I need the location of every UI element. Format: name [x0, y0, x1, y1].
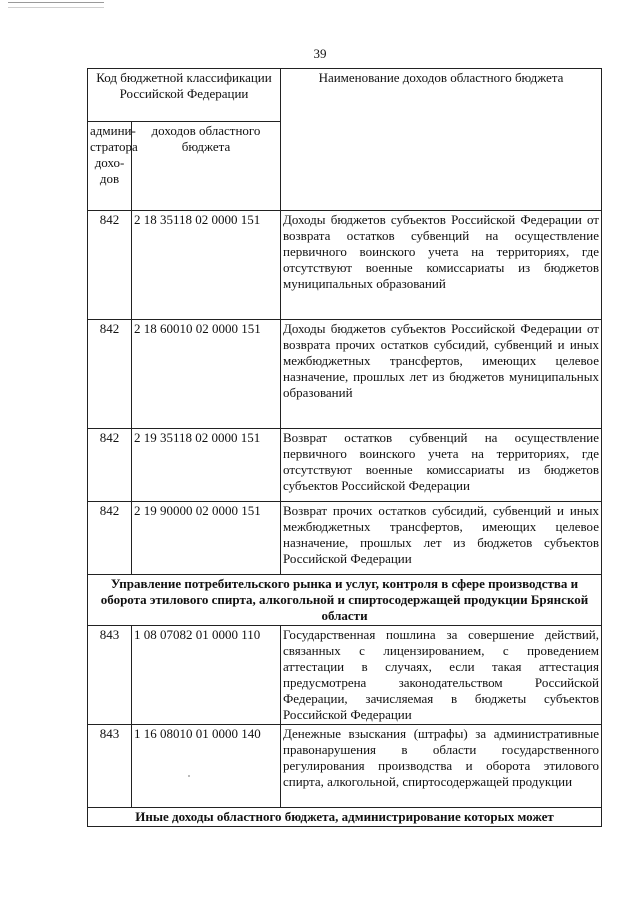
admin-code-cell: 842 — [88, 429, 132, 502]
income-name-cell: Денежные взыскания (штрафы) за административные правонарушения в области государственного регулирования производства и оборота этилового спирта, алкогольной, спиртосодержащей продукции — [281, 725, 602, 808]
income-code-cell: 2 19 90000 02 0000 151 — [132, 502, 281, 575]
income-code-cell: 1 16 08010 01 0000 140 — [132, 725, 281, 808]
header-name-column: Наименование доходов областного бюджета — [281, 69, 602, 211]
table-row — [88, 626, 602, 725]
admin-code-cell: 843 — [88, 725, 132, 808]
table-row — [88, 502, 602, 575]
income-code-cell: 2 19 35118 02 0000 151 — [132, 429, 281, 502]
table-row — [88, 320, 602, 429]
table-row — [88, 725, 602, 808]
table-row — [88, 429, 602, 502]
income-name-cell: Доходы бюджетов субъектов Российской Федерации от возврата прочих остатков субсидий, субвенций и иных межбюджетных трансфертов, имеющих целевое назначение, прошлых лет из бюджетов муниципальных образований — [281, 320, 602, 429]
admin-code-cell: 842 — [88, 211, 132, 320]
income-code-cell: 2 18 60010 02 0000 151 — [132, 320, 281, 429]
header-group-title: Код бюджетной классификации Российской Федерации — [88, 69, 281, 122]
section-title: Иные доходы областного бюджета, администрирование которых может — [88, 808, 602, 827]
section-header-row — [88, 575, 602, 626]
income-name-cell: Возврат прочих остатков субсидий, субвенций и иных межбюджетных трансфертов, имеющих целевое назначение, прошлых лет из бюджетов субъектов Российской Федерации — [281, 502, 602, 575]
income-name-cell: Государственная пошлина за совершение действий, связанных с лицензированием, с проведением аттестации в случаях, если такая аттестация предусмотрена законодательством Российской Федерации, зачисляемая в бюджеты субъектов Российской Федерации — [281, 626, 602, 725]
section-title: Управление потребительского рынка и услуг, контроля в сфере производства и оборота этилового спирта, алкогольной и спиртосодержащей продукции Брянской области — [88, 575, 602, 626]
budget-classification-table — [87, 68, 602, 827]
admin-code-cell: 842 — [88, 320, 132, 429]
table-header-row — [88, 69, 602, 122]
scan-speck — [188, 775, 190, 777]
header-income-column: доходов областного бюджета — [132, 122, 281, 211]
header-admin-column: админи-стратора дохо-дов — [88, 122, 132, 211]
section-header-row — [88, 808, 602, 827]
income-code-cell: 1 08 07082 01 0000 110 — [132, 626, 281, 725]
income-name-cell: Возврат остатков субвенций на осуществление первичного воинского учета на территориях, где отсутствуют военные комиссариаты из бюджетов субъектов Российской Федерации — [281, 429, 602, 502]
scan-artifact-line — [8, 2, 104, 8]
admin-code-cell: 842 — [88, 502, 132, 575]
income-code-cell: 2 18 35118 02 0000 151 — [132, 211, 281, 320]
table-row — [88, 211, 602, 320]
page-number: 39 — [313, 46, 327, 61]
income-name-cell: Доходы бюджетов субъектов Российской Федерации от возврата остатков субвенций на осуществление первичного воинского учета на территориях, где отсутствуют военные комиссариаты из бюджетов муниципальных образований — [281, 211, 602, 320]
admin-code-cell: 843 — [88, 626, 132, 725]
